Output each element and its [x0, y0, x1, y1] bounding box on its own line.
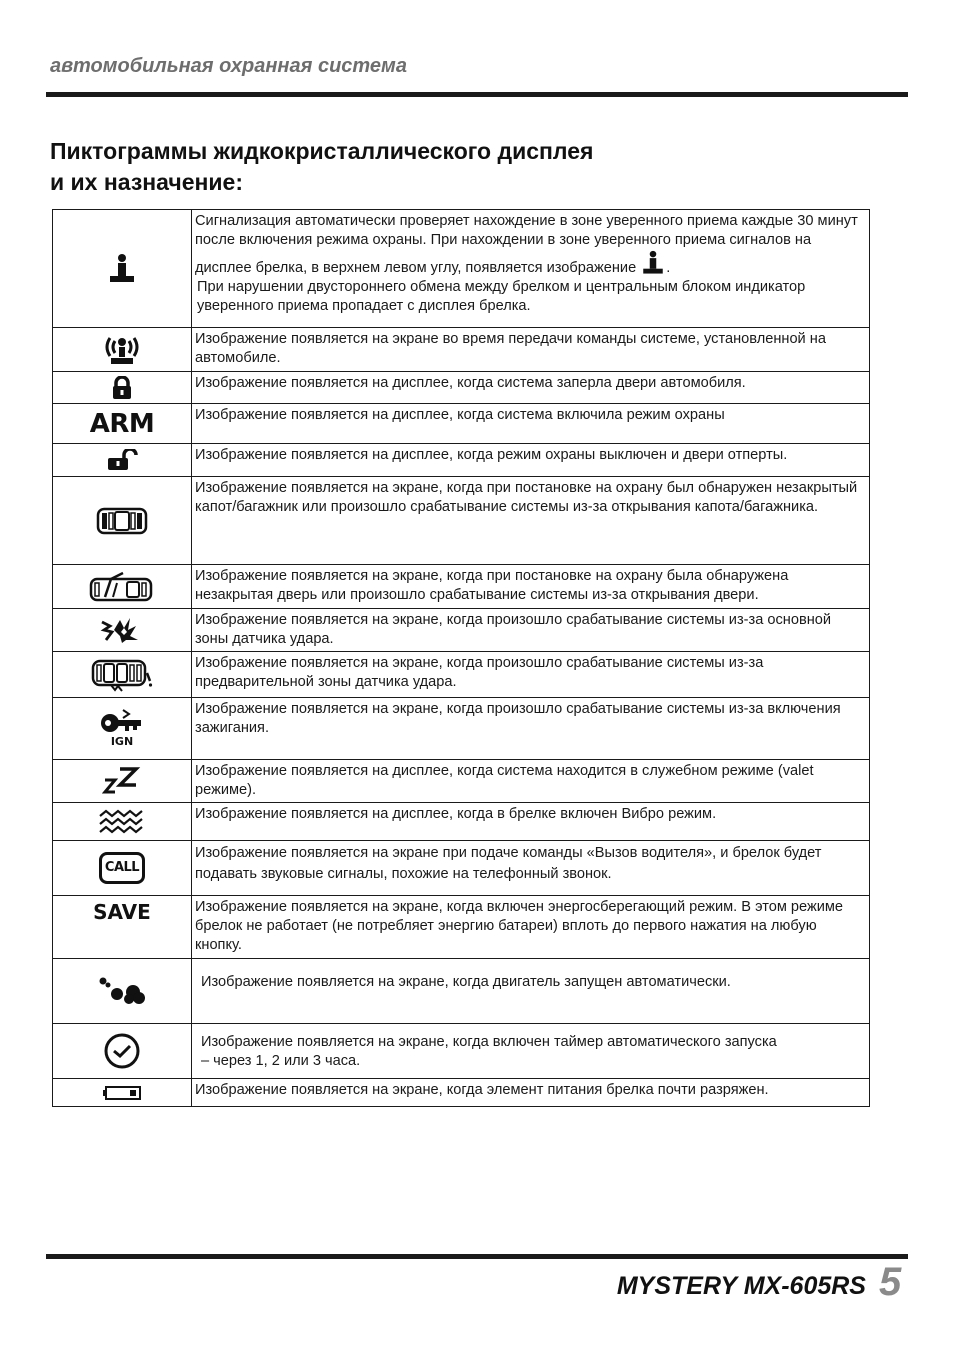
table-row — [53, 760, 870, 803]
table-row — [53, 477, 870, 565]
table-row — [53, 444, 870, 477]
exhaust-smoke-icon — [97, 974, 147, 1008]
section-title — [50, 136, 593, 198]
ign-label: IGN — [110, 735, 134, 748]
car-door-open-icon — [89, 571, 155, 603]
table-row — [53, 1024, 870, 1079]
icon-cell — [53, 803, 192, 841]
key-icon — [99, 709, 145, 735]
footer-rule — [46, 1254, 908, 1259]
icon-cell — [53, 1079, 192, 1107]
lock-open-icon — [105, 449, 139, 471]
icon-cell — [53, 210, 192, 328]
description-cell: Изображение появляется на экране, когда произошло срабатывание системы из-за предварительной зоны датчика удара. — [192, 652, 870, 698]
description-cell: Изображение появляется на экране, когда произошло срабатывание системы из-за включения зажигания. — [192, 698, 870, 760]
description-cell — [192, 959, 870, 1024]
call-label: CALL — [104, 860, 140, 875]
header-rule — [46, 92, 908, 97]
table-row — [53, 841, 870, 896]
shock-icon — [100, 616, 144, 644]
row-1-text-b: . — [666, 260, 671, 276]
table-row — [53, 698, 870, 760]
icon-cell — [53, 565, 192, 609]
icon-cell — [53, 959, 192, 1024]
page-number: 5 — [879, 1260, 902, 1304]
icon-cell — [53, 328, 192, 372]
vibro-icon — [98, 809, 146, 835]
table-row — [53, 609, 870, 652]
section-title-line-1: Пиктограммы жидкокристаллического дисплея — [50, 138, 594, 164]
icon-cell — [53, 760, 192, 803]
table-row — [53, 565, 870, 609]
row-1-text-c: При нарушении двустороннего обмена между брелком и центральным блоком индикатор уверенного приема пропадает с дисплея брелка. — [197, 279, 806, 314]
transmit-icon — [101, 333, 143, 367]
table-row — [53, 1079, 870, 1107]
description-cell: Изображение появляется на экране, когда при постановке на охрану была обнаружена незакрытая дверь или произошло срабатывание системы из-за открывания двери. — [192, 565, 870, 609]
clock-icon — [103, 1032, 141, 1070]
table-row — [53, 959, 870, 1024]
description-cell: Изображение появляется на экране, когда при постановке на охрану был обнаружен незакрытый капот/багажник или произошло срабатывание системы из-за открывания капота/багажника. — [192, 477, 870, 565]
table-row — [53, 896, 870, 959]
description-cell: Изображение появляется на дисплее, когда система находится в служебном режиме (valet режиме). — [192, 760, 870, 803]
icon-cell — [53, 372, 192, 404]
icon-cell — [53, 1024, 192, 1079]
description-cell: Изображение появляется на экране при подаче команды «Вызов водителя», и брелок будет подавать звуковые сигналы, похожие на телефонный звонок. — [192, 841, 870, 896]
description-cell: Изображение появляется на экране, когда элемент питания брелка почти разряжен. — [192, 1079, 870, 1107]
row-15-text: Изображение появляется на экране, когда двигатель запущен автоматически. — [201, 974, 731, 990]
valet-zz-icon — [102, 765, 142, 797]
antenna-person-icon — [107, 253, 137, 285]
call-icon — [99, 852, 145, 884]
running-header: автомобильная охранная система — [50, 55, 407, 77]
table-row — [53, 210, 870, 328]
antenna-person-inline-icon — [640, 250, 666, 276]
save-icon: SAVE — [93, 900, 151, 924]
icon-cell — [53, 698, 192, 760]
icon-cell — [53, 609, 192, 652]
row-16-text: Изображение появляется на экране, когда включен таймер автоматического запуска – через 1, 2 или 3 часа. — [201, 1034, 777, 1069]
row-1-text-a: Сигнализация автоматически проверяет нахождение в зоне уверенного приема каждые 30 минут после включения режима охраны. При нахождении в зоне уверенного приема сигналов на дисплее брелка, в верхнем левом углу, появляется изображение — [195, 213, 858, 276]
ignition-key-icon — [53, 709, 191, 748]
description-cell: Изображение появляется на экране во время передачи команды системе, установленной на автомобиле. — [192, 328, 870, 372]
car-hood-trunk-icon — [95, 505, 149, 537]
icon-cell — [53, 652, 192, 698]
description-cell — [192, 210, 870, 328]
table-row — [53, 652, 870, 698]
table-row — [53, 372, 870, 404]
icon-cell — [53, 896, 192, 959]
description-cell: Изображение появляется на дисплее, когда режим охраны выключен и двери отперты. — [192, 444, 870, 477]
table-row — [53, 803, 870, 841]
footer-model-name: MYSTERY MX-605RS — [616, 1272, 866, 1300]
icon-cell — [53, 477, 192, 565]
arm-icon: ARM — [89, 408, 155, 439]
battery-low-icon — [102, 1085, 142, 1101]
car-shock-warning-icon — [91, 657, 153, 693]
icon-cell — [53, 841, 192, 896]
description-cell: Изображение появляется на дисплее, когда система заперла двери автомобиля. — [192, 372, 870, 404]
description-cell: Изображение появляется на дисплее, когда система включила режим охраны — [192, 404, 870, 444]
description-cell: Изображение появляется на дисплее, когда в брелке включен Вибро режим. — [192, 803, 870, 841]
pictogram-table — [52, 209, 870, 1107]
description-cell — [192, 1024, 870, 1079]
table-row — [53, 328, 870, 372]
description-cell: Изображение появляется на экране, когда включен энергосберегающий режим. В этом режиме брелок не работает (не потребляет энергию батареи) вплоть до первого нажатия на любую кнопку. — [192, 896, 870, 959]
table-row — [53, 404, 870, 444]
description-cell: Изображение появляется на экране, когда произошло срабатывание системы из-за основной зоны датчика удара. — [192, 609, 870, 652]
icon-cell — [53, 444, 192, 477]
icon-cell — [53, 404, 192, 444]
section-title-line-2: и их назначение: — [50, 169, 243, 195]
lock-closed-icon — [111, 376, 133, 400]
